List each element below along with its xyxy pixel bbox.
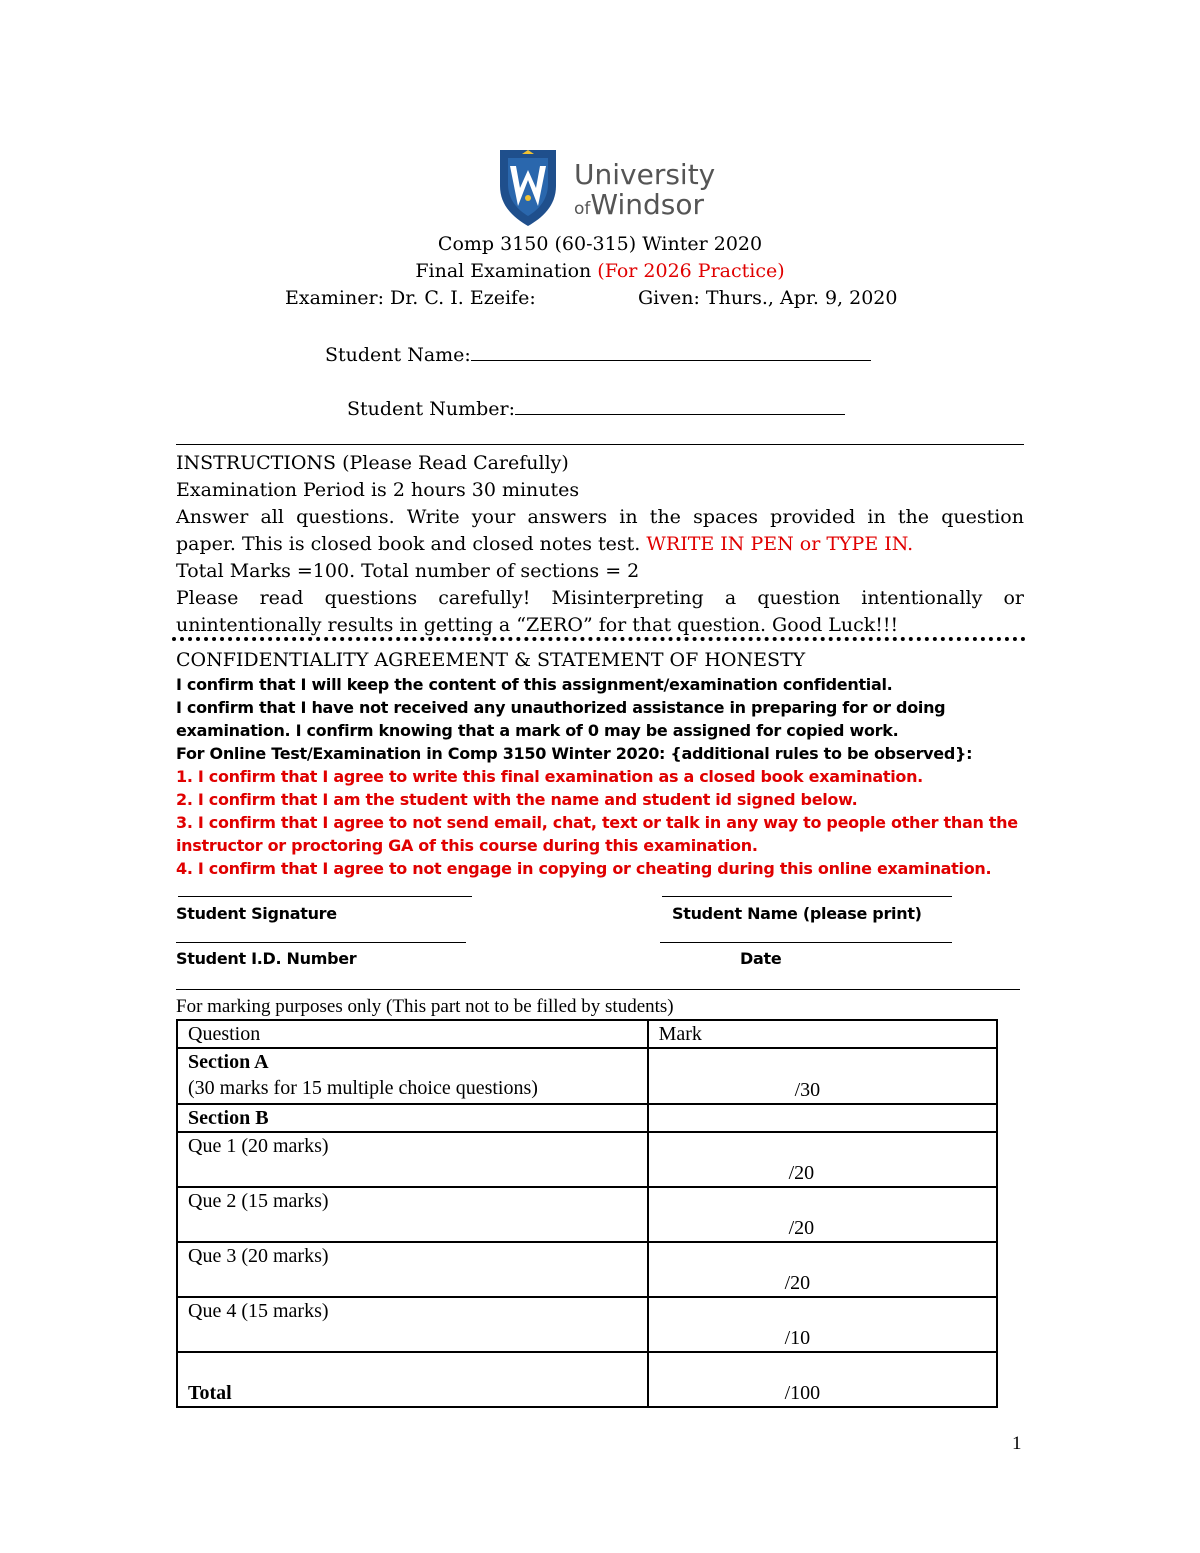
student-signature-label: Student Signature (176, 904, 337, 923)
question-mark: /20 (648, 1132, 997, 1187)
dotted-divider (172, 637, 1026, 641)
conf-line-4: For Online Test/Examination in Comp 3150 Winter 2020: {additional rules to be observed}: (176, 744, 973, 763)
table-row (177, 1132, 997, 1187)
answer-line-2: paper. This is closed book and closed notes test. WRITE IN PEN or TYPE IN. (176, 533, 914, 555)
table-row-section-b (177, 1104, 997, 1132)
rule-1: 1. I confirm that I agree to write this final examination as a closed book examination. (176, 767, 923, 786)
course-title: Comp 3150 (60-315) Winter 2020 (437, 233, 763, 255)
signature-line (178, 896, 472, 897)
university-logo (498, 148, 718, 228)
rule-3: 3. I confirm that I agree to not send email, chat, text or talk in any way to people other than the (176, 813, 1018, 832)
marking-note: For marking purposes only (This part not to be filled by students) (176, 996, 674, 1017)
university-name-line2: ofWindsor (574, 188, 704, 221)
section-b-label: Section B (177, 1104, 648, 1132)
please-line-1: Please read questions carefully! Misinterpreting a question intentionally or (176, 587, 1024, 609)
section-a-mark: /30 (648, 1048, 997, 1104)
answer-line-1: Answer all questions. Write your answers in the spaces provided in the question (176, 506, 1024, 528)
date-label: Date (740, 949, 782, 968)
table-row (177, 1242, 997, 1297)
examiner: Examiner: Dr. C. I. Ezeife: (285, 287, 536, 309)
student-number-field: Student Number: (347, 396, 845, 420)
section-a-label: Section A (188, 1051, 269, 1073)
divider-2 (176, 989, 1020, 990)
instructions (176, 450, 1024, 639)
question-mark: /10 (648, 1297, 997, 1352)
table-row-section-a (177, 1048, 997, 1104)
conf-line-2: I confirm that I have not received any unauthorized assistance in preparing for or doing (176, 698, 946, 717)
question-mark: /20 (648, 1187, 997, 1242)
marks-table (176, 1019, 998, 1408)
student-id-label: Student I.D. Number (176, 949, 357, 968)
col-question: Question (177, 1020, 648, 1048)
date-line (660, 942, 952, 943)
total-marks: Total Marks =100. Total number of sections = 2 (176, 560, 640, 582)
question-mark: /20 (648, 1242, 997, 1297)
question-label: Que 2 (15 marks) (177, 1187, 648, 1242)
confidentiality-title: CONFIDENTIALITY AGREEMENT & STATEMENT OF HONESTY (176, 649, 806, 671)
exam-title: Final Examination (For 2026 Practice) (415, 260, 785, 282)
question-label: Que 3 (20 marks) (177, 1242, 648, 1297)
rule-4: 4. I confirm that I agree to not engage in copying or cheating during this online examination. (176, 859, 992, 878)
id-line (176, 942, 466, 943)
rule-2: 2. I confirm that I am the student with the name and student id signed below. (176, 790, 858, 809)
total-mark: /100 (648, 1352, 997, 1407)
given-date: Given: Thurs., Apr. 9, 2020 (638, 287, 898, 309)
conf-line-3: examination. I confirm knowing that a mark of 0 may be assigned for copied work. (176, 721, 899, 740)
name-line (662, 896, 952, 897)
exam-period: Examination Period is 2 hours 30 minutes (176, 479, 580, 501)
please-line-2: unintentionally results in getting a “ZERO” for that question. Good Luck!!! (176, 614, 899, 636)
rule-3-cont: instructor or proctoring GA of this course during this examination. (176, 836, 758, 855)
section-a-desc: (30 marks for 15 multiple choice questions) (188, 1077, 538, 1099)
conf-line-1: I confirm that I will keep the content of this assignment/examination confidential. (176, 675, 893, 694)
question-label: Que 1 (20 marks) (177, 1132, 648, 1187)
col-mark: Mark (648, 1020, 997, 1048)
instructions-title: INSTRUCTIONS (Please Read Carefully) (176, 452, 569, 474)
page-number: 1 (1012, 1433, 1022, 1454)
divider (176, 444, 1024, 445)
university-name: University (574, 158, 716, 191)
table-row-total (177, 1352, 997, 1407)
total-label: Total (177, 1352, 648, 1407)
student-name-field: Student Name: (325, 342, 871, 366)
table-row (177, 1297, 997, 1352)
table-header-row (177, 1020, 997, 1048)
table-row (177, 1187, 997, 1242)
question-label: Que 4 (15 marks) (177, 1297, 648, 1352)
student-name-print-label: Student Name (please print) (672, 904, 922, 923)
confidentiality-agreement (176, 673, 1036, 880)
